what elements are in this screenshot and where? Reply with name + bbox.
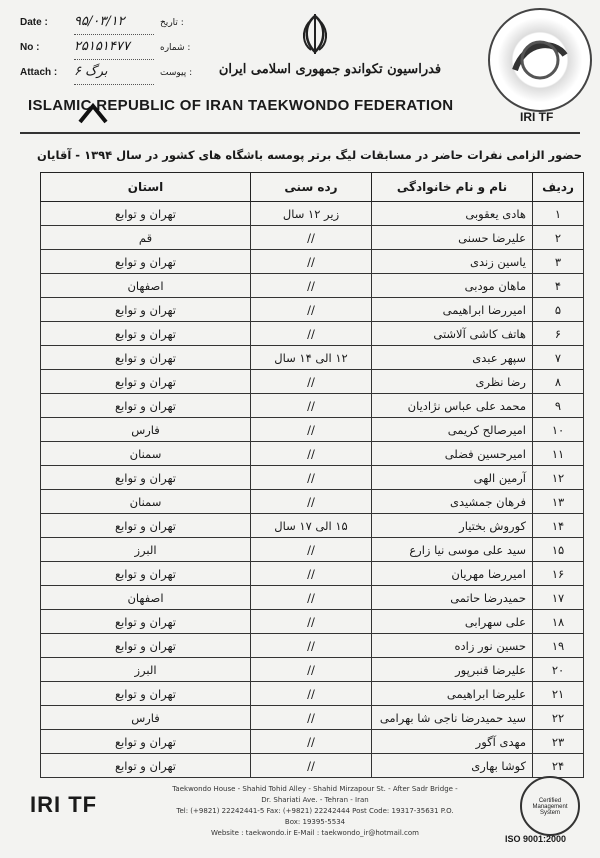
table-row (41, 586, 584, 610)
province-cell: قم (41, 226, 251, 250)
athletes-table (40, 172, 584, 778)
table-row (41, 202, 584, 226)
document-meta (20, 10, 192, 85)
age-group-cell: // (251, 586, 372, 610)
header-full-name: نام و نام خانوادگی (372, 173, 533, 202)
row-number-cell: ۸ (533, 370, 584, 394)
row-number-cell: ۲۰ (533, 658, 584, 682)
row-number-cell: ۱۳ (533, 490, 584, 514)
full-name-cell: یاسین زندی (372, 250, 533, 274)
province-cell: فارس (41, 418, 251, 442)
row-number-cell: ۱۷ (533, 586, 584, 610)
full-name-cell: سید علی موسی نیا زارع (372, 538, 533, 562)
full-name-cell: کوروش بختیار (372, 514, 533, 538)
table-row (41, 730, 584, 754)
age-group-cell: // (251, 706, 372, 730)
row-number-cell: ۱ (533, 202, 584, 226)
full-name-cell: سپهر عبدی (372, 346, 533, 370)
table-row (41, 394, 584, 418)
age-group-cell: // (251, 250, 372, 274)
row-number-cell: ۱۲ (533, 466, 584, 490)
iran-emblem-icon (295, 12, 335, 56)
age-group-cell: // (251, 538, 372, 562)
attach-value: ۶ برگ (74, 60, 154, 85)
full-name-cell: امیرحسین فضلی (372, 442, 533, 466)
province-cell: تهران و توابع (41, 514, 251, 538)
full-name-cell: فرهان جمشیدی (372, 490, 533, 514)
footer-logo: IRI TF (30, 792, 98, 817)
row-number-cell: ۱۶ (533, 562, 584, 586)
age-group-cell: // (251, 610, 372, 634)
province-cell: تهران و توابع (41, 634, 251, 658)
table-row (41, 538, 584, 562)
age-group-cell: // (251, 682, 372, 706)
full-name-cell: امیررضا مهریان (372, 562, 533, 586)
province-cell: سمنان (41, 490, 251, 514)
table-row (41, 322, 584, 346)
row-number-cell: ۲۱ (533, 682, 584, 706)
age-group-cell: // (251, 226, 372, 250)
row-number-cell: ۱۵ (533, 538, 584, 562)
age-group-cell: // (251, 394, 372, 418)
table-row (41, 658, 584, 682)
federation-logo-icon (488, 8, 592, 112)
row-number-cell: ۱۸ (533, 610, 584, 634)
full-name-cell: سید حمیدرضا ناجی شا بهرامی (372, 706, 533, 730)
row-number-cell: ۱۴ (533, 514, 584, 538)
province-cell: تهران و توابع (41, 562, 251, 586)
full-name-cell: علیرضا حسنی (372, 226, 533, 250)
row-number-cell: ۷ (533, 346, 584, 370)
age-group-cell: // (251, 418, 372, 442)
full-name-cell: امیررضا ابراهیمی (372, 298, 533, 322)
table-row (41, 274, 584, 298)
row-number-cell: ۲۲ (533, 706, 584, 730)
province-cell: سمنان (41, 442, 251, 466)
footer-web: Website : taekwondo.ir E-Mail : taekwondo_ir@hotmail.com (211, 829, 419, 837)
province-cell: تهران و توابع (41, 202, 251, 226)
full-name-cell: حسین نور زاده (372, 634, 533, 658)
province-cell: البرز (41, 658, 251, 682)
row-number-cell: ۵ (533, 298, 584, 322)
table-row (41, 490, 584, 514)
date-fa-label: تاریخ : (160, 17, 184, 28)
table-row (41, 610, 584, 634)
age-group-cell: // (251, 634, 372, 658)
table-row (41, 754, 584, 778)
table-row (41, 634, 584, 658)
full-name-cell: علیرضا ابراهیمی (372, 682, 533, 706)
age-group-cell: // (251, 370, 372, 394)
date-value: ۹۵/۰۳/۱۲ (74, 10, 154, 35)
province-cell: تهران و توابع (41, 250, 251, 274)
header-province: استان (41, 173, 251, 202)
full-name-cell: رضا نظری (372, 370, 533, 394)
full-name-cell: کوشا بهاری (372, 754, 533, 778)
age-group-cell: // (251, 466, 372, 490)
full-name-cell: هاتف کاشی آلاشتی (372, 322, 533, 346)
province-cell: اصفهان (41, 274, 251, 298)
row-number-cell: ۹ (533, 394, 584, 418)
age-group-cell: // (251, 490, 372, 514)
federation-name-fa: فدراسیون تکواندو جمهوری اسلامی ایران (218, 62, 442, 77)
federation-name-en: ISLAMIC REPUBLIC OF IRAN TAEKWONDO FEDERATION (28, 97, 454, 114)
table-row (41, 370, 584, 394)
table-row (41, 418, 584, 442)
footer (20, 776, 580, 846)
province-cell: تهران و توابع (41, 346, 251, 370)
age-group-cell: ۱۲ الی ۱۴ سال (251, 346, 372, 370)
table-row (41, 298, 584, 322)
table-row (41, 226, 584, 250)
attach-label: Attach : (20, 66, 58, 78)
header-row-number: ردیف (533, 173, 584, 202)
table-header-row (41, 173, 584, 202)
table-row (41, 250, 584, 274)
full-name-cell: علیرضا قنبرپور (372, 658, 533, 682)
certification-seal-icon (520, 776, 580, 836)
province-cell: البرز (41, 538, 251, 562)
header-divider (20, 132, 580, 134)
province-cell: تهران و توابع (41, 370, 251, 394)
header-age-group: رده سنی (251, 173, 372, 202)
province-cell: تهران و توابع (41, 730, 251, 754)
row-number-cell: ۱۱ (533, 442, 584, 466)
province-cell: تهران و توابع (41, 682, 251, 706)
number-label: No : (20, 41, 40, 53)
age-group-cell: // (251, 562, 372, 586)
province-cell: فارس (41, 706, 251, 730)
row-number-cell: ۳ (533, 250, 584, 274)
row-number-cell: ۲۳ (533, 730, 584, 754)
full-name-cell: محمد علی عباس نژادیان (372, 394, 533, 418)
full-name-cell: حمیدرضا حاتمی (372, 586, 533, 610)
footer-phone: Tel: (+9821) 22242441-5 Fax: (+9821) 22242444 Post Code: 19317-35631 P.O. Box: 19395-5534 (176, 807, 454, 826)
full-name-cell: علی سهرابی (372, 610, 533, 634)
footer-contact (170, 784, 460, 839)
table-row (41, 346, 584, 370)
age-group-cell: // (251, 730, 372, 754)
province-cell: تهران و توابع (41, 466, 251, 490)
row-number-cell: ۱۰ (533, 418, 584, 442)
seal-text: Certified Management System (532, 798, 568, 816)
table-row (41, 466, 584, 490)
row-number-cell: ۶ (533, 322, 584, 346)
footer-address: Taekwondo House - Shahid Tohid Alley - Shahid Mirzapour St. - After Sadr Bridge - Dr. Shariati Ave. - Tehran - Iran (172, 785, 458, 804)
row-number-cell: ۱۹ (533, 634, 584, 658)
province-cell: تهران و توابع (41, 754, 251, 778)
age-group-cell: // (251, 322, 372, 346)
row-number-cell: ۴ (533, 274, 584, 298)
province-cell: تهران و توابع (41, 394, 251, 418)
full-name-cell: ماهان مودبی (372, 274, 533, 298)
number-fa-label: شماره : (160, 42, 191, 53)
age-group-cell: // (251, 658, 372, 682)
table-row (41, 682, 584, 706)
age-group-cell: زیر ۱۲ سال (251, 202, 372, 226)
age-group-cell: ۱۵ الی ۱۷ سال (251, 514, 372, 538)
full-name-cell: آرمین الهی (372, 466, 533, 490)
full-name-cell: امیرصالح کریمی (372, 418, 533, 442)
full-name-cell: هادی یعقوبی (372, 202, 533, 226)
table-row (41, 514, 584, 538)
age-group-cell: // (251, 442, 372, 466)
number-value: ۲۵۱۵۱۴۷۷ (74, 35, 154, 60)
iso-label: ISO 9001:2000 (505, 834, 567, 844)
table-row (41, 706, 584, 730)
row-number-cell: ۲ (533, 226, 584, 250)
province-cell: تهران و توابع (41, 610, 251, 634)
age-group-cell: // (251, 298, 372, 322)
age-group-cell: // (251, 274, 372, 298)
federation-logo-text: IRI TF (520, 110, 554, 124)
chevron-logo-icon (78, 96, 108, 126)
table-row (41, 562, 584, 586)
age-group-cell: // (251, 754, 372, 778)
document-title: حضور الزامی نفرات حاضر در مسابقات لیگ برتر پومسه باشگاه های کشور در سال ۱۳۹۴ - آقایان (37, 148, 582, 162)
table-row (41, 442, 584, 466)
date-label: Date : (20, 16, 48, 28)
row-number-cell: ۲۴ (533, 754, 584, 778)
full-name-cell: مهدی آگور (372, 730, 533, 754)
attach-fa-label: پیوست : (160, 67, 193, 78)
province-cell: تهران و توابع (41, 298, 251, 322)
province-cell: اصفهان (41, 586, 251, 610)
province-cell: تهران و توابع (41, 322, 251, 346)
